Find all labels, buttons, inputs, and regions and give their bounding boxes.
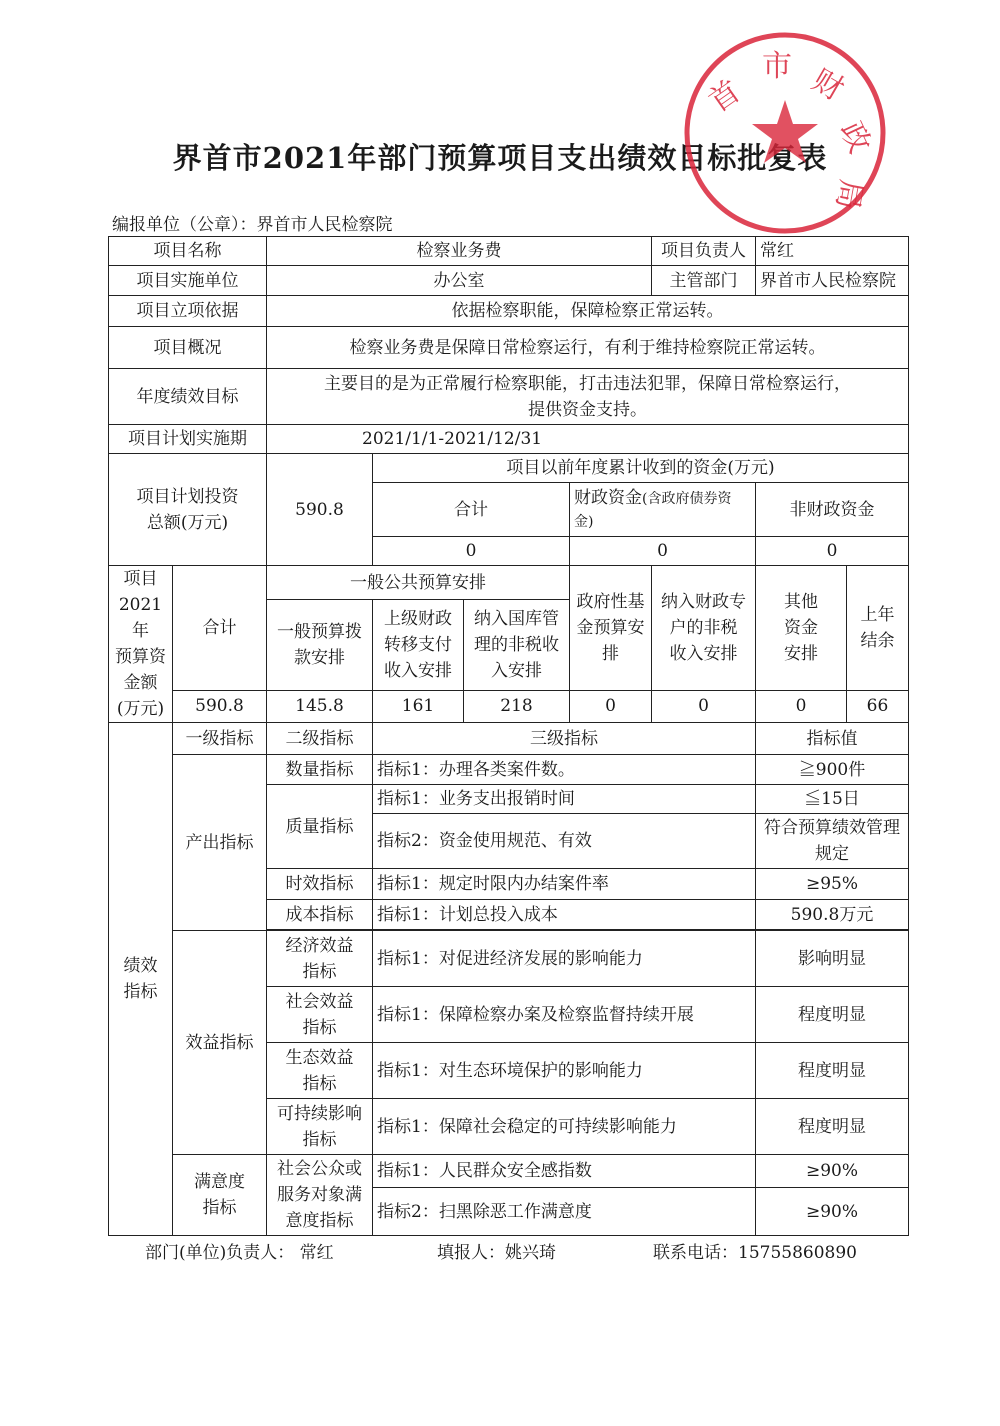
cell-line: 指标 xyxy=(302,1129,337,1150)
cell-line: 指标 xyxy=(202,1198,237,1218)
header-value: 指标值 xyxy=(756,723,909,755)
quantity-indicator-1-value: ≧900件 xyxy=(756,755,909,785)
ecological-indicator-1-value: 程度明显 xyxy=(756,1043,909,1099)
quality-indicator-1: 指标1：业务支出报销时间 xyxy=(373,785,756,814)
output-indicator-label: 产出指标 xyxy=(173,755,267,931)
cell-line: 上级财政 xyxy=(384,609,452,630)
budget-value: 0 xyxy=(756,690,847,722)
prior-col-fiscal-main: 财政资金 xyxy=(574,487,642,508)
social-indicator-1: 指标1：保障检察办案及检察监督持续开展 xyxy=(373,987,756,1043)
budget-value: 145.8 xyxy=(267,690,373,722)
budget-col-general-1 xyxy=(267,600,373,690)
cell-line: 社会公众或 xyxy=(277,1159,362,1179)
period-label: 项目计划实施期 xyxy=(109,425,267,454)
invest-label xyxy=(109,454,267,566)
public-satisfaction-label xyxy=(267,1155,373,1236)
sustainability-indicator-1-value: 程度明显 xyxy=(756,1099,909,1155)
cell-line: 意度指标 xyxy=(285,1211,354,1231)
performance-table xyxy=(108,236,909,1236)
cell-line: 绩效 xyxy=(123,956,158,976)
cell-line: 结余 xyxy=(860,630,895,651)
cell-line: 入安排 xyxy=(491,661,542,682)
cell-line: 指标 xyxy=(302,1017,337,1038)
prior-col-fiscal-note: (含政府债券资 xyxy=(642,490,732,507)
cell-line: 款安排 xyxy=(294,648,345,669)
budget-value: 590.8 xyxy=(173,690,267,722)
dept-label: 主管部门 xyxy=(652,266,756,296)
footer-dept-head: 部门(单位)负责人： 常红 xyxy=(145,1243,334,1263)
cell-line: 可持续影响 xyxy=(277,1103,362,1124)
budget-label-line: 2021年 xyxy=(118,595,163,641)
header-level-3: 三级指标 xyxy=(373,723,756,755)
ecological-label xyxy=(267,1043,373,1099)
invest-label-2: 总额(万元) xyxy=(146,512,229,533)
cell-line: 纳入财政专 xyxy=(661,591,746,612)
cell-line: 经济效益 xyxy=(285,935,354,956)
header-level-2: 二级指标 xyxy=(267,723,373,755)
general-budget-header: 一般公共预算安排 xyxy=(267,566,570,600)
prior-val-total: 0 xyxy=(373,537,570,566)
project-leader-value: 常红 xyxy=(756,237,909,266)
quantity-label: 数量指标 xyxy=(267,755,373,785)
cell-line: 政府性基 xyxy=(576,591,645,612)
overview-label: 项目概况 xyxy=(109,327,267,369)
overview-value: 检察业务费是保障日常检察运行，有利于维持检察院正常运转。 xyxy=(267,327,909,369)
sustainability-label xyxy=(267,1099,373,1155)
footer-phone: 联系电话：15755860890 xyxy=(653,1243,857,1263)
cell-line: 生态效益 xyxy=(285,1047,354,1068)
prior-col-fiscal xyxy=(570,483,756,537)
cell-line: 转移支付 xyxy=(384,635,452,656)
svg-text:财: 财 xyxy=(806,62,850,108)
cell-line: 排 xyxy=(602,643,619,664)
cost-indicator-1-value: 590.8万元 xyxy=(756,900,909,930)
budget-col-other xyxy=(756,566,847,691)
social-label xyxy=(267,987,373,1043)
prior-val-nonfiscal: 0 xyxy=(756,537,909,566)
svg-text:局: 局 xyxy=(828,176,869,213)
quality-indicator-2-value xyxy=(756,814,909,869)
impl-unit-value: 办公室 xyxy=(267,266,652,296)
prior-col-fiscal-note2: 金) xyxy=(574,513,594,530)
budget-col-gov-fund xyxy=(570,566,652,691)
timeliness-label: 时效指标 xyxy=(267,869,373,900)
budget-label-line: 金额 xyxy=(123,673,158,693)
period-value: 2021/1/1-2021/12/31 xyxy=(267,425,909,454)
svg-text:政: 政 xyxy=(832,116,878,159)
prior-col-total: 合计 xyxy=(373,483,570,537)
social-indicator-1-value: 程度明显 xyxy=(756,987,909,1043)
cell-line: 金预算安 xyxy=(576,617,645,638)
cell-line: 纳入国库管 xyxy=(474,609,559,630)
prior-val-fiscal: 0 xyxy=(570,537,756,566)
svg-text:市: 市 xyxy=(762,49,792,84)
ecological-indicator-1: 指标1：对生态环境保护的影响能力 xyxy=(373,1043,756,1099)
cell-line: 一般预算拨 xyxy=(277,622,362,643)
header-level-1: 一级指标 xyxy=(173,723,267,755)
satisfaction-indicator-label xyxy=(173,1155,267,1236)
cell-line: 安排 xyxy=(784,643,818,664)
budget-label-line: (万元) xyxy=(116,699,165,719)
basis-value: 依据检察职能，保障检察正常运转。 xyxy=(267,296,909,327)
timeliness-indicator-1-value: ≥95% xyxy=(756,869,909,900)
budget-col-special xyxy=(652,566,756,691)
timeliness-indicator-1: 指标1：规定时限内办结案件率 xyxy=(373,869,756,900)
official-seal xyxy=(680,28,890,238)
cell-line: 收入安排 xyxy=(384,661,452,682)
economic-indicator-1: 指标1：对促进经济发展的影响能力 xyxy=(373,931,756,987)
budget-label xyxy=(109,566,173,723)
cell-line: 其他 xyxy=(784,591,818,612)
basis-label: 项目立项依据 xyxy=(109,296,267,327)
cell-line: 符合预算绩效管理 xyxy=(764,818,900,838)
satisfaction-indicator-2-value: ≥90% xyxy=(756,1188,909,1236)
svg-text:首: 首 xyxy=(702,73,748,120)
satisfaction-indicator-1: 指标1：人民群众安全感指数 xyxy=(373,1155,756,1188)
cell-line: 户的非税 xyxy=(669,617,738,638)
budget-value: 161 xyxy=(373,690,464,722)
cell-line: 上年 xyxy=(860,604,895,625)
cost-indicator-1: 指标1：计划总投入成本 xyxy=(373,900,756,930)
goal-value xyxy=(267,369,909,425)
project-name-value: 检察业务费 xyxy=(267,237,652,266)
cell-line: 收入安排 xyxy=(669,643,738,664)
budget-value: 66 xyxy=(847,690,909,722)
economic-label xyxy=(267,931,373,987)
footer-filler: 填报人：姚兴琦 xyxy=(437,1243,556,1263)
invest-total: 590.8 xyxy=(267,454,373,566)
cell-line: 社会效益 xyxy=(285,991,354,1012)
invest-label-1: 项目计划投资 xyxy=(136,486,239,507)
project-leader-label: 项目负责人 xyxy=(652,237,756,266)
quality-indicator-1-value: ≦15日 xyxy=(756,785,909,814)
cell-line: 资金 xyxy=(784,617,818,638)
goal-line-1: 主要目的是为正常履行检察职能，打击违法犯罪，保障日常检察运行， xyxy=(324,373,851,394)
cell-line: 指标 xyxy=(302,961,337,982)
cell-line: 规定 xyxy=(815,844,849,864)
prior-col-nonfiscal: 非财政资金 xyxy=(756,483,909,537)
dept-value: 界首市人民检察院 xyxy=(756,266,909,296)
prior-funds-header: 项目以前年度累计收到的资金(万元) xyxy=(373,454,909,483)
economic-indicator-1-value: 影响明显 xyxy=(756,931,909,987)
budget-label-line: 项目 xyxy=(123,569,158,589)
satisfaction-indicator-1-value: ≥90% xyxy=(756,1155,909,1188)
project-name-label: 项目名称 xyxy=(109,237,267,266)
page-title: 界首市2021年部门预算项目支出绩效目标批复表 xyxy=(172,141,828,175)
budget-value: 218 xyxy=(464,690,570,722)
cell-line: 满意度 xyxy=(194,1172,245,1192)
goal-label: 年度绩效目标 xyxy=(109,369,267,425)
cell-line: 指标 xyxy=(302,1073,337,1094)
quality-label: 质量指标 xyxy=(267,785,373,869)
quantity-indicator-1: 指标1：办理各类案件数。 xyxy=(373,755,756,785)
cell-line: 指标 xyxy=(123,982,158,1002)
benefit-indicator-label: 效益指标 xyxy=(173,931,267,1155)
sustainability-indicator-1: 指标1：保障社会稳定的可持续影响能力 xyxy=(373,1099,756,1155)
satisfaction-indicator-2: 指标2：扫黑除恶工作满意度 xyxy=(373,1188,756,1236)
quality-indicator-2: 指标2：资金使用规范、有效 xyxy=(373,814,756,869)
budget-value: 0 xyxy=(652,690,756,722)
cell-line: 理的非税收 xyxy=(474,635,559,656)
budget-col-general-2 xyxy=(373,600,464,690)
budget-col-total: 合计 xyxy=(173,566,267,691)
cost-label: 成本指标 xyxy=(267,900,373,930)
cell-line: 服务对象满 xyxy=(277,1185,362,1205)
budget-col-carry xyxy=(847,566,909,691)
budget-value: 0 xyxy=(570,690,652,722)
budget-label-line: 预算资 xyxy=(115,647,166,667)
budget-col-general-3 xyxy=(464,600,570,690)
reporting-unit: 编报单位（公章）：界首市人民检察院 xyxy=(112,215,393,235)
indicators-section-label xyxy=(109,723,173,1236)
impl-unit-label: 项目实施单位 xyxy=(109,266,267,296)
goal-line-2: 提供资金支持。 xyxy=(528,399,647,420)
